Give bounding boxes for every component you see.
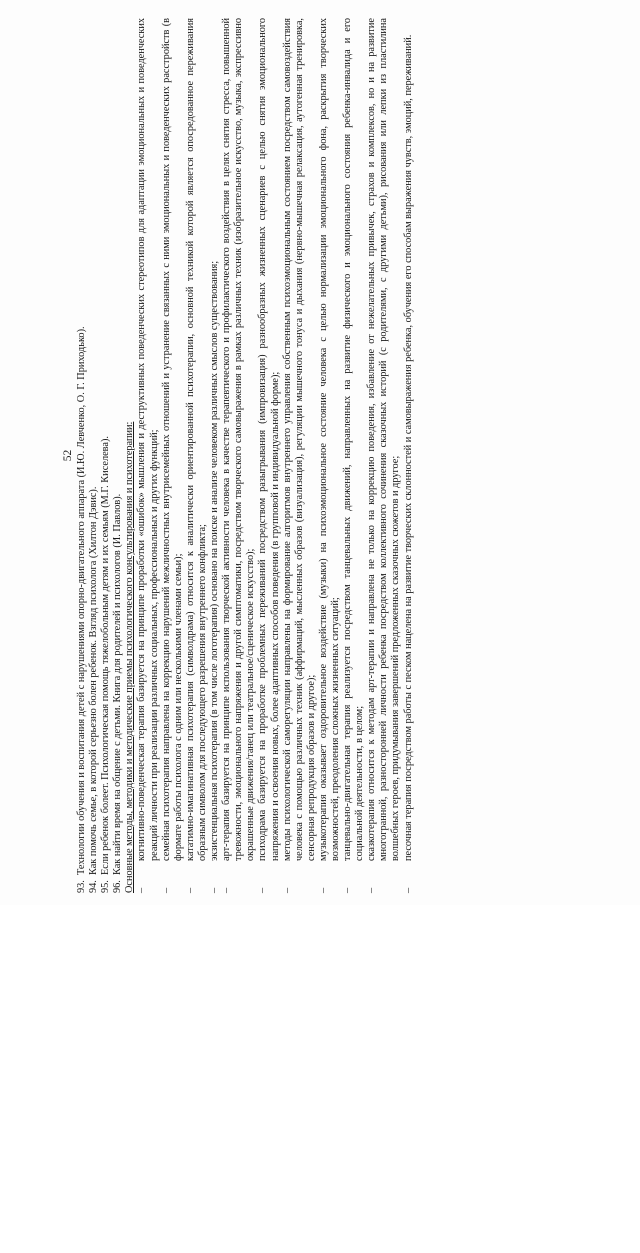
bullet-item (318, 18, 342, 893)
dash-marker: – (221, 887, 233, 893)
bullet-text: сказкотерапия относится к методам арт-терапии и направлена не только на коррекцию поведения, избавление от нежелательных привычек, страхов и комплексов, но и на развитие многогранной, разносторонней личности ребенка посредством коллективного сочинения сказочных историй (с родителями, с другими детьми), рисования или лепки из пластилина волшебных героев, придумывания завершений предложенных сказочных сюжетов и другое; (366, 18, 402, 861)
bullet-text: танцевально-двигательная терапия реализуется посредством танцевальных движений, направленных на развитие физического и эмоционального состояния ребенка-инвалида и его социальной деятельности, в целом; (342, 18, 366, 861)
dash-marker: – (366, 887, 378, 893)
bullet-item (136, 18, 160, 893)
bullet-text: когнитивно-поведенческая терапия базируется на принципе проработки «ошибок» мышления и деструктивных поведенческих стереотипов для адаптации эмоциональных и поведенческих реакций личности при реализации различных социальных, профессиональных и других функций; (136, 18, 160, 861)
dash-marker: – (136, 887, 148, 893)
bullet-text: песочная терапия посредством работы с песком нацелена на развитие творческих склонностей и самовыражения ребенка, обучения его способам выражения чувств, эмоций, переживаний. (402, 34, 414, 861)
item-text: Если ребенок болеет. Психологическая помощь тяжелобольным детям и их семьям (М.Г. Киселева). (100, 436, 112, 875)
dash-marker: – (317, 887, 329, 893)
bullet-text: музыкотерапия оказывает оздоровительное воздействие (музыки) на психоэмоциональное состояние человека с целью нормализации эмоционального фона, раскрытия творческих возможностей, преодоления сложных жизненных ситуаций; (317, 18, 341, 861)
bullet-item (257, 18, 281, 893)
dash-marker: – (402, 887, 414, 893)
item-text: Технологии обучения и воспитания детей с нарушениями опорно-двигательного аппарата (И.Ю. Левченко, О. Г. Приходько). (76, 326, 87, 875)
bullet-item (282, 18, 318, 893)
dash-marker: – (342, 887, 354, 893)
numbered-item (76, 18, 88, 893)
dash-marker: – (184, 887, 196, 893)
item-number: 96. (112, 880, 124, 893)
item-text: Как найти время на общение с детьми. Книга для родителей и психологов (И. Павлов). (112, 493, 124, 875)
bullet-item (161, 18, 185, 893)
bullet-text: арт-терапия базируется на принципе использования творческой активности человека в качестве терапевтического и профилактического воздействия в целях снятия стресса, повышенной тревожности, эмоционального напряжения и другой симптоматики, посредством творческого самовыражения в рамках различных техник (изобразительное искусство, музыка, экспрессивно окрашенные движения/танец или театральное/сценическое искусство); (221, 18, 257, 861)
bullet-text: психодрама базируется на проработке проблемных переживаний посредством разыгрывания (импровизация) разнообразных жизненных сценариев с целью снятия эмоционального напряжения и освоения новых, более адаптивных способов поведения (в групповой и индивидуальной форме); (257, 18, 281, 861)
bullet-item (366, 18, 402, 893)
section-heading: Основные методы, методики и методические приемы психологического консультирования и психотерапии: (124, 421, 136, 893)
bullet-item (185, 18, 209, 893)
dash-marker: – (281, 887, 293, 893)
rotated-text-block (62, 18, 562, 893)
item-text: Как помочь семье, в которой серьезно болен ребенок. Взгляд психолога (Хилтон Дэвис). (88, 486, 100, 875)
numbered-item (112, 18, 124, 893)
bullet-item (221, 18, 257, 893)
bullet-text: методы психологической саморегуляции направлены на формирование алгоритмов внутреннего управления собственным психоэмоциональным состоянием посредством самовоздействия человека с помощью различных техник (аффирмаций, мысленных образов (визуализация), регуляции мышечного тонуса и дыхания (нервно-мышечная релаксация, аутогенная тренировка, сенсорная репродукция образов и другое); (281, 18, 317, 861)
bullet-item (403, 18, 415, 893)
item-number: 94. (88, 880, 100, 893)
bullet-text: кататимно-имагинативная психотерапия (символдрама) относится к аналитически ориентированной психотерапии, основной техникой которой является опосредованное переживания образным символом для последующего разрешения внутреннего конфликта; (184, 18, 208, 861)
numbered-item (100, 18, 112, 893)
bullet-item (209, 18, 221, 893)
page-number: 52 (62, 449, 74, 462)
item-number: 93. (76, 880, 87, 893)
dash-marker: – (257, 887, 269, 893)
item-number: 95. (100, 880, 112, 893)
numbered-item (88, 18, 100, 893)
dash-marker: – (160, 887, 172, 893)
bullet-text: семейная психотерапия направлена на коррекцию нарушений межличностных внутрисемейных отношений и устранение связанных с ними эмоциональных и поведенческих расстройств (в формате работы психолога с одним или несколькими членами семьи); (160, 18, 184, 861)
bullet-item (342, 18, 366, 893)
dash-marker: – (209, 887, 221, 893)
bullet-text: экзистенциальная психотерапия (в том числе логотерапия) основано на поиске и анализе человеком различных смыслов существования; (209, 260, 221, 861)
